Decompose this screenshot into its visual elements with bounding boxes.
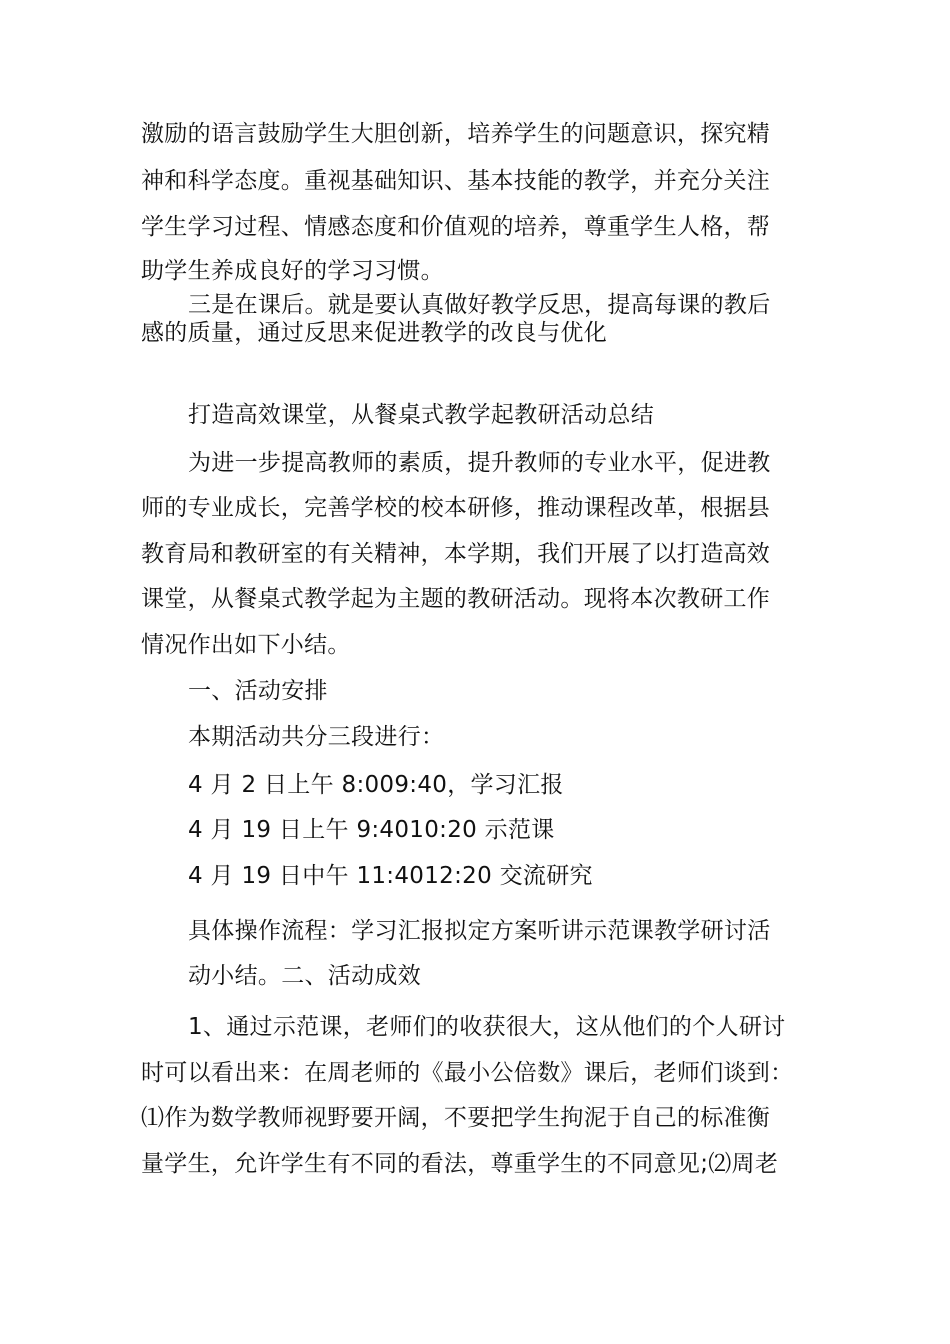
schedule-item: 4 月 2 日上午 8:009:40，学习汇报 <box>188 772 564 798</box>
paragraph-line: 激励的语言鼓励学生大胆创新，培养学生的问题意识，探究精 <box>141 121 771 147</box>
paragraph-line: 1、通过示范课，老师们的收获很大，这从他们的个人研讨 <box>188 1014 786 1040</box>
paragraph-line: 感的质量，通过反思来促进教学的改良与优化 <box>141 320 607 346</box>
paragraph-line: 情况作出如下小结。 <box>141 632 351 658</box>
section-title: 打造高效课堂，从餐桌式教学起教研活动总结 <box>188 402 654 428</box>
paragraph-line: 助学生养成良好的学习习惯。 <box>141 258 444 284</box>
paragraph-line: 教育局和教研室的有关精神，本学期，我们开展了以打造高效 <box>141 541 771 567</box>
paragraph-line: 时可以看出来：在周老师的《最小公倍数》课后，老师们谈到： <box>141 1060 794 1086</box>
schedule-item: 4 月 19 日中午 11:4012:20 交流研究 <box>188 863 593 889</box>
paragraph-line: 神和科学态度。重视基础知识、基本技能的教学，并充分关注 <box>141 168 771 194</box>
paragraph-line: 为进一步提高教师的素质，提升教师的专业水平，促进教 <box>188 450 771 476</box>
paragraph-line: 具体操作流程：学习汇报拟定方案听讲示范课教学研讨活 <box>188 918 771 944</box>
paragraph-line: 课堂，从餐桌式教学起为主题的教研活动。现将本次教研工作 <box>141 586 771 612</box>
schedule-item: 4 月 19 日上午 9:4010:20 示范课 <box>188 817 555 843</box>
paragraph-line: 动小结。二、活动成效 <box>188 963 421 989</box>
paragraph-line: 量学生，允许学生有不同的看法，尊重学生的不同意见;⑵周老 <box>141 1151 779 1177</box>
paragraph-line: 师的专业成长，完善学校的校本研修，推动课程改革，根据县 <box>141 495 771 521</box>
schedule-intro: 本期活动共分三段进行： <box>188 724 445 750</box>
paragraph-line: 三是在课后。就是要认真做好教学反思，提高每课的教后 <box>188 292 771 318</box>
paragraph-line: ⑴作为数学教师视野要开阔，不要把学生拘泥于自己的标准衡 <box>141 1105 771 1131</box>
section-heading: 一、活动安排 <box>188 678 328 704</box>
paragraph-line: 学生学习过程、情感态度和价值观的培养，尊重学生人格，帮 <box>141 214 771 240</box>
